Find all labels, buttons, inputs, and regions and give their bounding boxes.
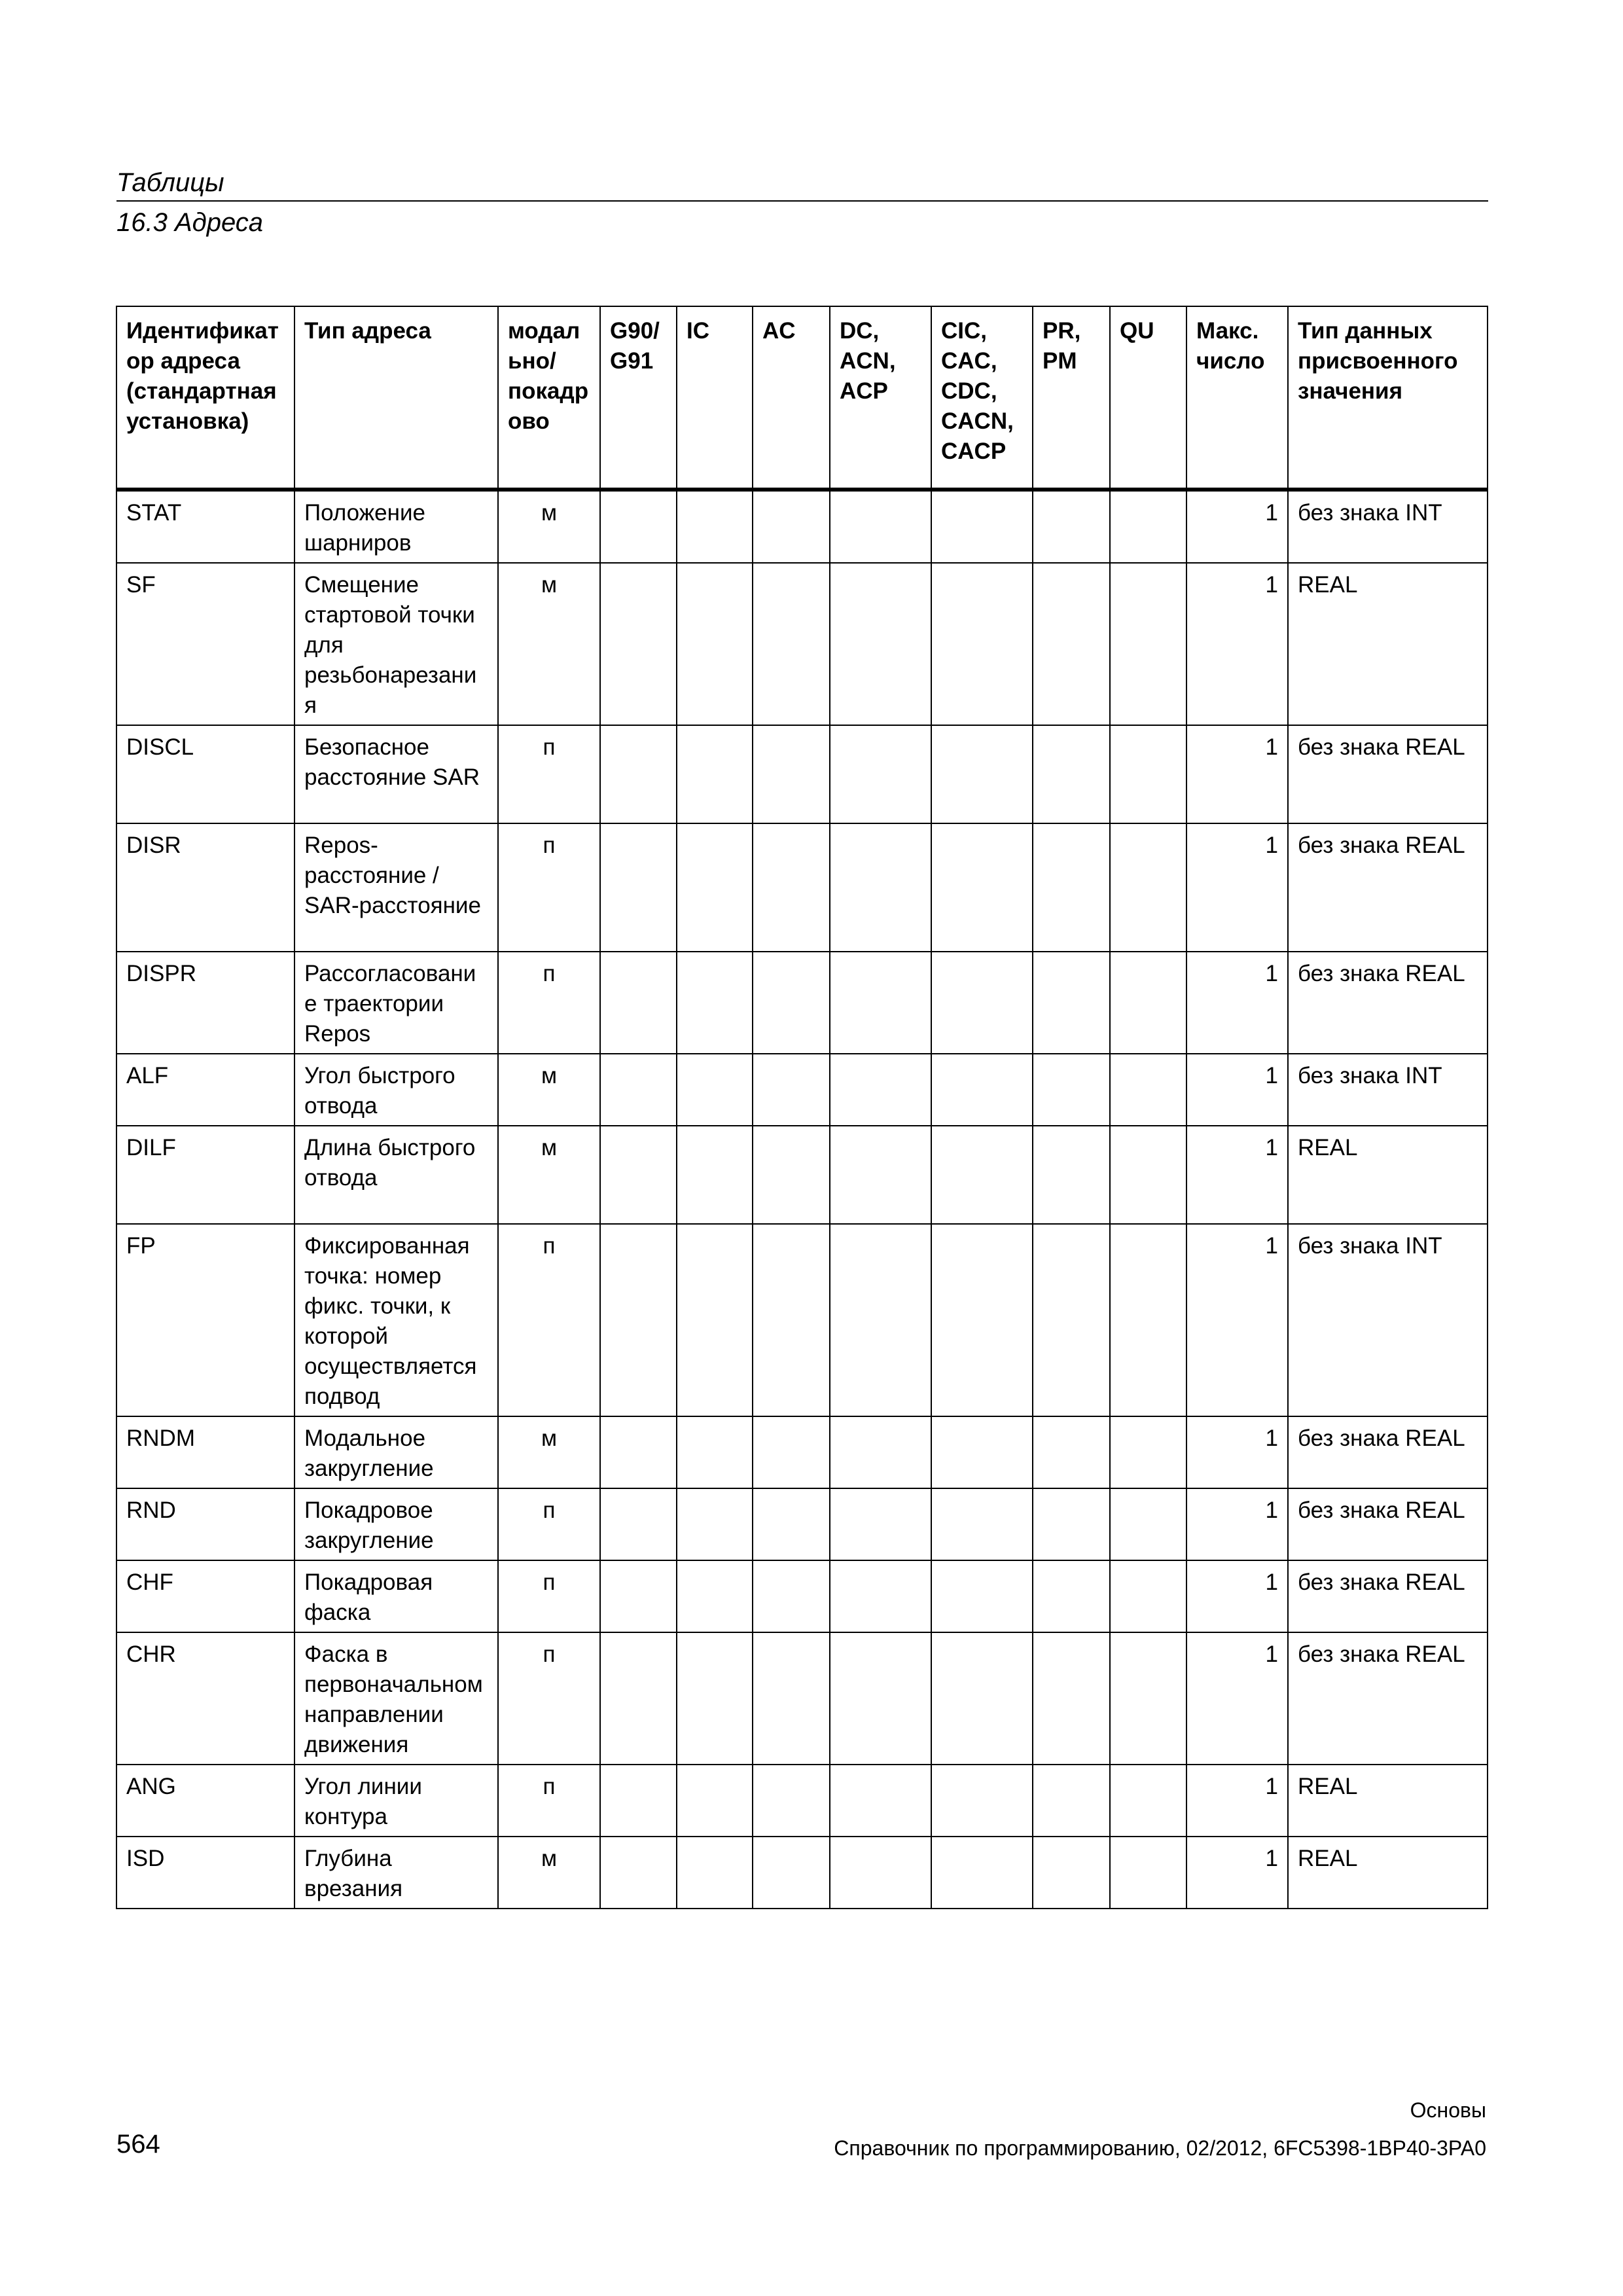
cell-data-type: без знака INT bbox=[1288, 490, 1488, 563]
cell-empty bbox=[600, 725, 677, 823]
table-row bbox=[116, 1416, 1488, 1488]
cell-empty bbox=[1033, 952, 1110, 1054]
cell-empty bbox=[1110, 1416, 1186, 1488]
cell-modal: п bbox=[498, 1632, 600, 1765]
cell-empty bbox=[830, 1560, 931, 1632]
cell-max-count: 1 bbox=[1186, 1837, 1288, 1909]
cell-empty bbox=[677, 1126, 753, 1224]
cell-address-id: STAT bbox=[116, 490, 294, 563]
cell-address-id: DISCL bbox=[116, 725, 294, 823]
column-header: модально/покадрово bbox=[498, 306, 600, 490]
footer-book-title: Основы bbox=[1410, 2098, 1486, 2122]
cell-address-id: RNDM bbox=[116, 1416, 294, 1488]
cell-empty bbox=[677, 563, 753, 725]
column-header: CIC, CAC, CDC, CACN, CACP bbox=[931, 306, 1033, 490]
table-row bbox=[116, 1765, 1488, 1837]
cell-modal: п bbox=[498, 1560, 600, 1632]
cell-empty bbox=[931, 952, 1033, 1054]
cell-address-type: Покадровое закругление bbox=[294, 1488, 498, 1560]
cell-empty bbox=[600, 1560, 677, 1632]
cell-empty bbox=[830, 1765, 931, 1837]
address-table bbox=[116, 306, 1488, 1909]
column-header: Тип данных присвоенного значения bbox=[1288, 306, 1488, 490]
cell-empty bbox=[830, 563, 931, 725]
cell-address-type: Фиксированная точка: номер фикс. точки, к которой осуществляется подвод bbox=[294, 1224, 498, 1416]
chapter-title: Таблицы bbox=[116, 168, 224, 197]
header-divider bbox=[116, 200, 1488, 202]
cell-address-id: ISD bbox=[116, 1837, 294, 1909]
column-header: G90/ G91 bbox=[600, 306, 677, 490]
cell-modal: м bbox=[498, 1416, 600, 1488]
cell-empty bbox=[753, 490, 830, 563]
cell-max-count: 1 bbox=[1186, 1632, 1288, 1765]
column-header: QU bbox=[1110, 306, 1186, 490]
cell-max-count: 1 bbox=[1186, 1224, 1288, 1416]
table-row bbox=[116, 1837, 1488, 1909]
cell-empty bbox=[600, 1416, 677, 1488]
cell-empty bbox=[830, 1488, 931, 1560]
cell-address-type: Покадровая фаска bbox=[294, 1560, 498, 1632]
cell-address-type: Модальное закругление bbox=[294, 1416, 498, 1488]
cell-empty bbox=[600, 1765, 677, 1837]
cell-empty bbox=[600, 1488, 677, 1560]
cell-empty bbox=[931, 1632, 1033, 1765]
cell-empty bbox=[677, 823, 753, 952]
table-row bbox=[116, 1126, 1488, 1224]
cell-address-type: Рассогласование траектории Repos bbox=[294, 952, 498, 1054]
cell-empty bbox=[753, 1560, 830, 1632]
cell-empty bbox=[1110, 1054, 1186, 1126]
cell-modal: м bbox=[498, 563, 600, 725]
cell-modal: п bbox=[498, 952, 600, 1054]
table-row bbox=[116, 563, 1488, 725]
cell-empty bbox=[753, 1416, 830, 1488]
cell-address-type: Угол линии контура bbox=[294, 1765, 498, 1837]
cell-empty bbox=[600, 490, 677, 563]
cell-empty bbox=[600, 952, 677, 1054]
cell-empty bbox=[931, 563, 1033, 725]
cell-empty bbox=[677, 1837, 753, 1909]
cell-empty bbox=[677, 1560, 753, 1632]
cell-empty bbox=[931, 490, 1033, 563]
cell-empty bbox=[753, 1054, 830, 1126]
footer-reference: Справочник по программированию, 02/2012, 6FC5398-1BP40-3PA0 bbox=[834, 2136, 1486, 2160]
cell-max-count: 1 bbox=[1186, 1488, 1288, 1560]
section-title: 16.3 Адреса bbox=[116, 208, 264, 237]
cell-empty bbox=[830, 1632, 931, 1765]
cell-empty bbox=[931, 1488, 1033, 1560]
cell-modal: п bbox=[498, 1224, 600, 1416]
cell-address-id: ANG bbox=[116, 1765, 294, 1837]
column-header: Тип адреса bbox=[294, 306, 498, 490]
cell-empty bbox=[1033, 1632, 1110, 1765]
cell-empty bbox=[600, 1126, 677, 1224]
column-header: DC, ACN, ACP bbox=[830, 306, 931, 490]
cell-max-count: 1 bbox=[1186, 563, 1288, 725]
cell-empty bbox=[677, 952, 753, 1054]
cell-empty bbox=[1033, 1054, 1110, 1126]
cell-max-count: 1 bbox=[1186, 952, 1288, 1054]
table-row bbox=[116, 725, 1488, 823]
cell-empty bbox=[1110, 952, 1186, 1054]
cell-empty bbox=[1033, 1224, 1110, 1416]
cell-empty bbox=[1110, 1224, 1186, 1416]
column-header: Макс. число bbox=[1186, 306, 1288, 490]
cell-empty bbox=[753, 823, 830, 952]
cell-empty bbox=[753, 563, 830, 725]
cell-empty bbox=[1110, 1837, 1186, 1909]
cell-data-type: без знака REAL bbox=[1288, 823, 1488, 952]
cell-address-id: DISPR bbox=[116, 952, 294, 1054]
cell-address-type: Смещение стартовой точки для резьбонарезания bbox=[294, 563, 498, 725]
cell-max-count: 1 bbox=[1186, 1126, 1288, 1224]
column-header: PR, PM bbox=[1033, 306, 1110, 490]
cell-address-type: Положение шарниров bbox=[294, 490, 498, 563]
cell-empty bbox=[830, 1416, 931, 1488]
cell-modal: п bbox=[498, 725, 600, 823]
cell-empty bbox=[830, 490, 931, 563]
table-row bbox=[116, 1054, 1488, 1126]
cell-address-id: ALF bbox=[116, 1054, 294, 1126]
cell-address-type: Угол быстрого отвода bbox=[294, 1054, 498, 1126]
cell-data-type: без знака REAL bbox=[1288, 952, 1488, 1054]
cell-empty bbox=[830, 725, 931, 823]
cell-empty bbox=[1110, 1488, 1186, 1560]
cell-empty bbox=[677, 1488, 753, 1560]
cell-empty bbox=[830, 823, 931, 952]
cell-address-id: CHF bbox=[116, 1560, 294, 1632]
cell-address-type: Фаска в первоначальном направлении движения bbox=[294, 1632, 498, 1765]
cell-data-type: без знака INT bbox=[1288, 1054, 1488, 1126]
cell-address-type: Repos-расстояние / SAR-расстояние bbox=[294, 823, 498, 952]
cell-empty bbox=[1033, 563, 1110, 725]
page-number: 564 bbox=[116, 2130, 160, 2159]
cell-empty bbox=[753, 1126, 830, 1224]
cell-empty bbox=[1033, 490, 1110, 563]
cell-empty bbox=[931, 1765, 1033, 1837]
cell-empty bbox=[677, 490, 753, 563]
cell-empty bbox=[753, 1488, 830, 1560]
cell-empty bbox=[830, 1224, 931, 1416]
cell-empty bbox=[1110, 1560, 1186, 1632]
cell-empty bbox=[677, 1765, 753, 1837]
cell-empty bbox=[931, 1054, 1033, 1126]
cell-address-id: SF bbox=[116, 563, 294, 725]
cell-empty bbox=[753, 1765, 830, 1837]
table-row bbox=[116, 952, 1488, 1054]
cell-address-id: DISR bbox=[116, 823, 294, 952]
cell-empty bbox=[931, 1126, 1033, 1224]
cell-address-id: DILF bbox=[116, 1126, 294, 1224]
cell-empty bbox=[1033, 1560, 1110, 1632]
cell-empty bbox=[1033, 823, 1110, 952]
cell-data-type: без знака REAL bbox=[1288, 1632, 1488, 1765]
cell-empty bbox=[1033, 1765, 1110, 1837]
column-header: IC bbox=[677, 306, 753, 490]
cell-data-type: без знака REAL bbox=[1288, 1560, 1488, 1632]
cell-empty bbox=[753, 952, 830, 1054]
cell-empty bbox=[1033, 725, 1110, 823]
cell-empty bbox=[931, 1837, 1033, 1909]
cell-empty bbox=[1110, 823, 1186, 952]
cell-empty bbox=[753, 1837, 830, 1909]
cell-data-type: REAL bbox=[1288, 1126, 1488, 1224]
cell-empty bbox=[931, 1224, 1033, 1416]
column-header: Идентификатор адреса (стандартная установка) bbox=[116, 306, 294, 490]
table-row bbox=[116, 1224, 1488, 1416]
cell-empty bbox=[753, 1224, 830, 1416]
cell-max-count: 1 bbox=[1186, 490, 1288, 563]
cell-empty bbox=[600, 1837, 677, 1909]
cell-max-count: 1 bbox=[1186, 1416, 1288, 1488]
cell-empty bbox=[830, 1054, 931, 1126]
cell-modal: м bbox=[498, 1126, 600, 1224]
cell-address-type: Безопасное расстояние SAR bbox=[294, 725, 498, 823]
cell-empty bbox=[600, 1224, 677, 1416]
cell-empty bbox=[600, 1632, 677, 1765]
cell-modal: м bbox=[498, 1054, 600, 1126]
cell-empty bbox=[677, 725, 753, 823]
cell-max-count: 1 bbox=[1186, 725, 1288, 823]
cell-data-type: REAL bbox=[1288, 1765, 1488, 1837]
cell-empty bbox=[931, 1560, 1033, 1632]
cell-modal: п bbox=[498, 1765, 600, 1837]
cell-empty bbox=[753, 725, 830, 823]
table-row bbox=[116, 490, 1488, 563]
cell-data-type: без знака INT bbox=[1288, 1224, 1488, 1416]
table-header-row bbox=[116, 306, 1488, 490]
cell-modal: п bbox=[498, 823, 600, 952]
cell-empty bbox=[677, 1632, 753, 1765]
cell-modal: м bbox=[498, 490, 600, 563]
table-row bbox=[116, 1488, 1488, 1560]
cell-data-type: без знака REAL bbox=[1288, 1488, 1488, 1560]
cell-empty bbox=[677, 1054, 753, 1126]
cell-max-count: 1 bbox=[1186, 1054, 1288, 1126]
cell-address-type: Длина быстрого отвода bbox=[294, 1126, 498, 1224]
column-header: AC bbox=[753, 306, 830, 490]
cell-empty bbox=[753, 1632, 830, 1765]
cell-modal: м bbox=[498, 1837, 600, 1909]
cell-empty bbox=[830, 1837, 931, 1909]
cell-empty bbox=[931, 1416, 1033, 1488]
cell-data-type: без знака REAL bbox=[1288, 1416, 1488, 1488]
cell-empty bbox=[931, 725, 1033, 823]
cell-empty bbox=[1033, 1416, 1110, 1488]
cell-max-count: 1 bbox=[1186, 1765, 1288, 1837]
cell-empty bbox=[1033, 1488, 1110, 1560]
cell-modal: п bbox=[498, 1488, 600, 1560]
cell-max-count: 1 bbox=[1186, 823, 1288, 952]
cell-address-id: RND bbox=[116, 1488, 294, 1560]
cell-max-count: 1 bbox=[1186, 1560, 1288, 1632]
cell-data-type: без знака REAL bbox=[1288, 725, 1488, 823]
cell-empty bbox=[677, 1224, 753, 1416]
cell-empty bbox=[677, 1416, 753, 1488]
cell-empty bbox=[830, 1126, 931, 1224]
cell-empty bbox=[1110, 1632, 1186, 1765]
cell-empty bbox=[1110, 1765, 1186, 1837]
cell-empty bbox=[1110, 490, 1186, 563]
cell-address-type: Глубина врезания bbox=[294, 1837, 498, 1909]
cell-empty bbox=[600, 823, 677, 952]
cell-empty bbox=[1033, 1837, 1110, 1909]
table-body bbox=[116, 490, 1488, 1909]
cell-empty bbox=[600, 1054, 677, 1126]
table-row bbox=[116, 823, 1488, 952]
cell-data-type: REAL bbox=[1288, 1837, 1488, 1909]
table-row bbox=[116, 1560, 1488, 1632]
table-row bbox=[116, 1632, 1488, 1765]
cell-empty bbox=[600, 563, 677, 725]
cell-address-id: FP bbox=[116, 1224, 294, 1416]
cell-data-type: REAL bbox=[1288, 563, 1488, 725]
cell-empty bbox=[931, 823, 1033, 952]
cell-address-id: CHR bbox=[116, 1632, 294, 1765]
cell-empty bbox=[1110, 725, 1186, 823]
cell-empty bbox=[1033, 1126, 1110, 1224]
cell-empty bbox=[1110, 1126, 1186, 1224]
cell-empty bbox=[830, 952, 931, 1054]
cell-empty bbox=[1110, 563, 1186, 725]
